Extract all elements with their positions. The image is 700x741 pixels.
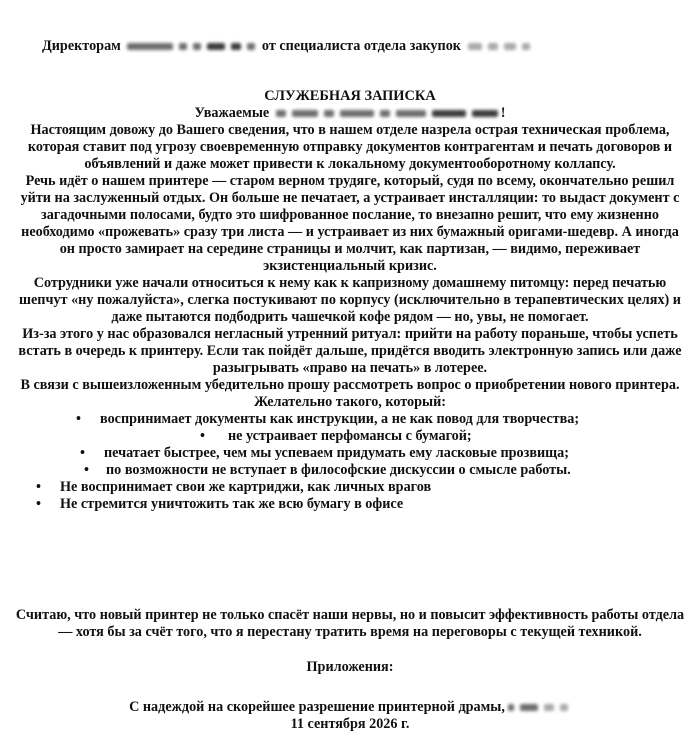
redacted-block xyxy=(231,43,241,50)
list-item xyxy=(14,445,686,462)
redacted-block xyxy=(380,110,390,117)
closing-paragraph: Считаю, что новый принтер не только спасёт наши нервы, но и повысит эффективность работы отдела — хотя бы за счёт того, что я перестану тратить время на переговоры с текущей техникой. xyxy=(15,607,685,640)
redacted-block xyxy=(488,43,498,50)
list-item-text: воспринимает документы как инструкции, а не как повод для творчества; xyxy=(100,411,580,427)
signoff-text: С надеждой на скорейшее разрешение принтерной драмы, xyxy=(129,699,505,715)
signoff xyxy=(0,699,700,716)
redacted-signature xyxy=(508,704,514,711)
memo-title: СЛУЖЕБНАЯ ЗАПИСКА xyxy=(264,88,436,104)
memo-date: 11 сентября 2026 г. xyxy=(290,716,410,732)
redacted-block xyxy=(247,43,255,50)
paragraph-intro: Настоящим довожу до Вашего сведения, что в нашем отделе назрела острая техническая проблема, которая ставит под угрозу своевременную отправку документов контрагентам и печать договоров и объявлений и даже может привести к локальному документооборотному коллапсу. xyxy=(27,122,673,172)
redacted-block xyxy=(504,43,516,50)
bullet-glyph: • xyxy=(36,479,41,495)
list-item xyxy=(14,428,686,445)
redacted-block xyxy=(193,43,201,50)
redacted-block xyxy=(276,110,286,117)
redacted-block xyxy=(472,110,498,117)
redacted-block xyxy=(324,110,334,117)
redacted-block xyxy=(396,110,426,117)
list-item xyxy=(14,496,686,513)
redacted-sender-name xyxy=(468,43,482,50)
list-item xyxy=(14,479,686,496)
list-item xyxy=(14,462,686,479)
list-item-text: Не воспринимает свои же картриджи, как личных врагов xyxy=(60,479,432,495)
paragraph-staff-behavior: Сотрудники уже начали относиться к нему как к капризному домашнему питомцу: перед печатью шепчут «ну пожалуйста», слегка постукивают по корпусу (исключительно в терапевтических целях) и даже пытаются подбодрить чашечкой кофе рядом — но, увы, не помогает. xyxy=(19,275,681,325)
memo-header xyxy=(42,38,533,55)
from-label: от специалиста отдела закупок xyxy=(261,38,461,54)
to-label: Директорам xyxy=(42,38,121,54)
redacted-recipient-name xyxy=(127,43,173,50)
paragraph-morning-ritual: Из-за этого у нас образовался негласный утренний ритуал: прийти на работу пораньше, чтобы успеть встать в очередь к принтеру. Если так пойдёт дальше, придётся вводить электронную запись или даже разыгрывать «право на печать» в лотерее. xyxy=(18,326,682,376)
salutation-suffix: ! xyxy=(500,105,506,121)
bullet-glyph: • xyxy=(80,445,85,461)
redacted-block xyxy=(520,704,538,711)
paragraph-printer-description: Речь идёт о нашем принтере — старом верном трудяге, который, судя по всему, окончательно решил уйти на заслуженный отдых. Он больше не печатает, а устраивает инсталляции: то выдаст документ с загадочными полосами, будто это шифрованное послание, то внезапно решит, что ему жизненно необходимо «прожевать» сразу три листа — и устраивает из них бумажный оригами-шедевр. А иногда он просто замирает на середине страницы и молчит, как партизан, — видимо, переживает экзистенциальный кризис. xyxy=(20,173,680,274)
list-item-text: не устраивает перфомансы с бумагой; xyxy=(228,428,472,444)
redacted-block xyxy=(522,43,530,50)
list-item-text: по возможности не вступает в философские дискуссии о смысле работы. xyxy=(106,462,571,478)
paragraph-request: В связи с вышеизложенным убедительно прошу рассмотреть вопрос о приобретении нового принтера. Желательно такого, который: xyxy=(20,377,680,410)
salutation xyxy=(0,105,700,122)
redacted-block xyxy=(179,43,187,50)
redacted-block xyxy=(432,110,466,117)
list-item-text: Не стремится уничтожить так же всю бумагу в офисе xyxy=(60,496,404,512)
redacted-block xyxy=(544,704,554,711)
redacted-block xyxy=(292,110,318,117)
bullet-glyph: • xyxy=(200,428,205,444)
list-item xyxy=(14,411,686,428)
requirements-list xyxy=(14,411,686,513)
attachments-label: Приложения: xyxy=(306,659,394,675)
memo-body xyxy=(14,122,686,513)
bullet-glyph: • xyxy=(76,411,81,427)
bullet-glyph: • xyxy=(84,462,89,478)
bullet-glyph: • xyxy=(36,496,41,512)
salutation-prefix: Уважаемые xyxy=(194,105,270,121)
list-item-text: печатает быстрее, чем мы успеваем придумать ему ласковые прозвища; xyxy=(104,445,569,461)
redacted-block xyxy=(560,704,568,711)
redacted-block xyxy=(340,110,374,117)
redacted-block xyxy=(207,43,225,50)
